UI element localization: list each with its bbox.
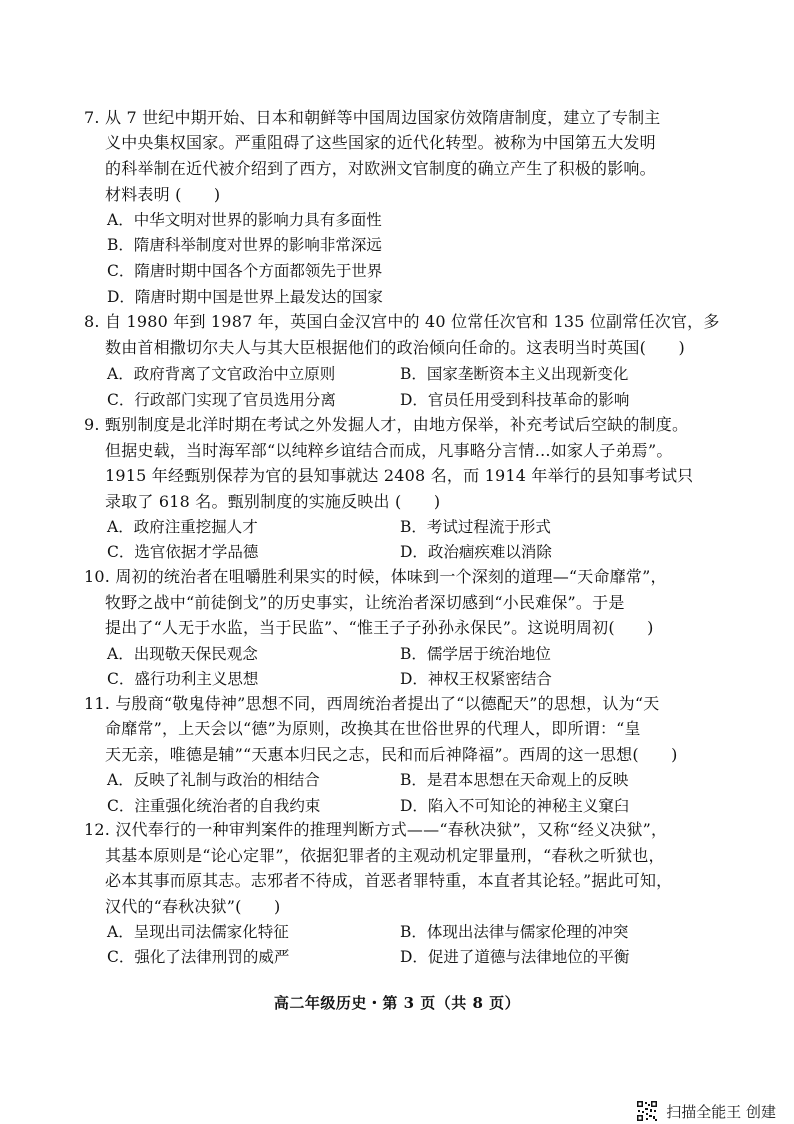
q10-option-c[interactable]: C．盛行功利主义思想 [107,670,259,688]
q7-line-1: 7. 从 7 世纪中期开始、日本和朝鲜等中国周边国家仿效隋唐制度，建立了专制主 [84,108,661,127]
q8-line-2: 数由首相撒切尔夫人与其大臣根据他们的政治倾向任命的。这表明当时英国( ) [105,338,685,357]
qr-code-icon [636,1100,658,1122]
q11-option-b[interactable]: B．是君本思想在天命观上的反映 [400,771,629,789]
q8-option-c[interactable]: C．行政部门实现了官员选用分离 [107,391,336,409]
q9-line-1: 9. 甄别制度是北洋时期在考试之外发掘人才，由地方保举，补充考试后空缺的制度。 [84,415,689,434]
q10-line-3: 提出了“人无于水监，当于民监”、“惟王子子孙孙永保民”。这说明周初( ) [105,618,654,637]
q9-line-4: 录取了 618 名。甄别制度的实施反映出 ( ) [105,492,441,511]
q11-line-2: 命靡常”，上天会以“德”为原则，改换其在世俗世界的代理人，即所谓：“皇 [105,719,641,738]
q7-line-2: 义中央集权国家。严重阻碍了这些国家的近代化转型。被称为中国第五大发明 [105,133,656,152]
q12-option-b[interactable]: B．体现出法律与儒家伦理的冲突 [400,923,629,941]
q12-line-1: 12. 汉代奉行的一种审判案件的推理判断方式——“春秋决狱”，又称“经义决狱”， [84,820,668,839]
q8-option-a[interactable]: A．政府背离了文官政治中立原则 [107,365,336,383]
q12-option-c[interactable]: C．强化了法律刑罚的威严 [107,948,290,966]
q11-line-3: 天无亲，唯德是辅”“天惠本归民之志，民和而后神降福”。西周的这一思想( ) [105,745,678,764]
q9-option-a[interactable]: A．政府注重挖掘人才 [107,518,258,536]
q9-option-b[interactable]: B．考试过程流于形式 [400,518,551,536]
q9-option-d[interactable]: D．政治痼疾难以消除 [400,543,552,561]
q7-option-a[interactable]: A．中华文明对世界的影响力具有多面性 [107,211,382,229]
q7-option-b[interactable]: B．隋唐科举制度对世界的影响非常深远 [107,236,382,254]
page-footer: 高二年级历史・第 3 页（共 8 页） [273,994,521,1012]
q10-line-2: 牧野之战中“前徒倒戈”的历史事实，让统治者深切感到“小民难保”。于是 [105,593,625,612]
q12-line-4: 汉代的“春秋决狱”( ) [105,897,281,916]
q11-option-c[interactable]: C．注重强化统治者的自我约束 [107,797,321,815]
q7-option-d[interactable]: D．隋唐时期中国是世界上最发达的国家 [107,288,383,306]
scanner-label: 扫描全能王 创建 [666,1102,776,1121]
q10-option-a[interactable]: A．出现敬天保民观念 [107,645,258,663]
q8-option-d[interactable]: D．官员任用受到科技革命的影响 [400,391,630,409]
q11-option-d[interactable]: D．陷入不可知论的神秘主义窠臼 [400,797,630,815]
q7-line-3: 的科举制在近代被介绍到了西方，对欧洲文官制度的确立产生了积极的影响。 [105,159,656,178]
q11-line-1: 11. 与殷商“敬鬼侍神”思想不同，西周统治者提出了“以德配天”的思想，认为“天 [84,694,660,713]
q12-line-2: 其基本原则是“论心定罪”，依据犯罪者的主观动机定罪量刑，“春秋之听狱也， [105,846,665,865]
q11-option-a[interactable]: A．反映了礼制与政治的相结合 [107,771,320,789]
q7-line-4: 材料表明 ( ) [105,185,221,204]
q9-line-2: 但据史载，当时海军部“以纯粹乡谊结合而成，凡事略分言情…如家人子弟焉”。 [105,441,673,460]
q8-line-1: 8. 自 1980 年到 1987 年，英国白金汉宫中的 40 位常任次官和 135 位副常任次官，多 [84,312,720,331]
q12-line-3: 必本其事而原其志。志邪者不待成，首恶者罪特重，本直者其论轻。”据此可知， [105,871,673,890]
q7-option-c[interactable]: C．隋唐时期中国各个方面都领先于世界 [107,262,383,280]
scanner-watermark [636,1100,776,1122]
q9-line-3: 1915 年经甄别保荐为官的县知事就达 2408 名，而 1914 年举行的县知事考试只 [105,466,694,485]
q10-option-b[interactable]: B．儒学居于统治地位 [400,645,551,663]
q10-option-d[interactable]: D．神权王权紧密结合 [400,670,552,688]
q12-option-d[interactable]: D．促进了道德与法律地位的平衡 [400,948,630,966]
q12-option-a[interactable]: A．呈现出司法儒家化特征 [107,923,289,941]
q9-option-c[interactable]: C．选官依据才学品德 [107,543,259,561]
q8-option-b[interactable]: B．国家垄断资本主义出现新变化 [400,365,629,383]
q10-line-1: 10. 周初的统治者在咀嚼胜利果实的时候，体味到一个深刻的道理—“天命靡常”， [84,567,667,586]
